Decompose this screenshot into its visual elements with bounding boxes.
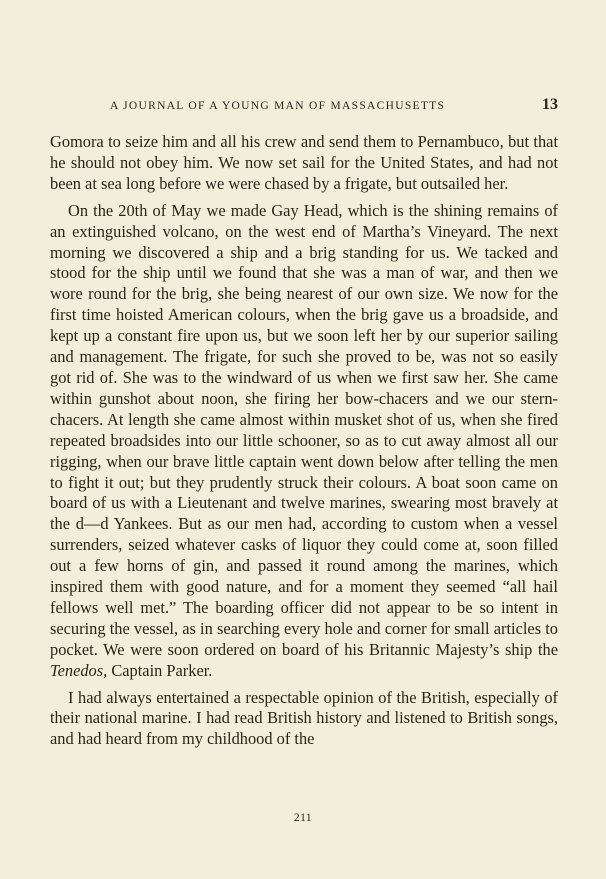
paragraph-text: On the 20th of May we made Gay Head, which is the shining remains of an extinguished volcano, on the west end of Martha’s Vineyard. The next morning we discovered a ship and a brig standing for us. We tacked and stood for the ship until we found that she was a man of war, and then we wore round for the brig, she being nearest of our own size. We now for the first time hoisted American colours, when the brig gave us a broadside, and kept up a constant fire upon us, but we soon left her by our superior sailing and management. The frigate, for such she proved to be, was not so easily got rid of. She was to the windward of us when we first saw her. She came within gunshot about noon, she firing her bow-chacers and we our stern-chacers. At length she came almost within musket shot of us, when she fired repeated broadsides into our little schooner, so as to cut away almost all our rigging, when our brave little captain went down below after telling the men to fight it out; but they prudently struck their colours. A boat soon came on board of us with a Lieutenant and twelve marines, swearing most bravely at the d—d Yankees. But as our men had, according to custom when a vessel surrenders, seized whatever casks of liquor they could come at, soon filled out a few horns of gin, and passed it round among the marines, which inspired them with good nature, and for a moment they seemed “all hail fellows well met.” The boarding officer did not appear to be so intent in securing the vessel, as in searching every hole and corner for small articles to pocket. We were soon ordered on board of his Britannic Majesty’s ship the [50,200,558,659]
body-text [50,132,558,750]
paragraph-text: Captain Parker. [107,660,213,680]
ship-name: Tenedos, [50,660,108,680]
page-header [110,96,558,118]
folio-number: 211 [293,812,313,824]
paragraph-text: Gomora to seize him and all his crew and send them to Pernambuco, but that he should not obey him. We now set sail for the United States, and had not been at sea long before we were chased by a frigate, but outsailed her. [50,132,558,193]
paragraph-continuation [50,132,558,195]
paragraph-british-opinion [50,688,558,751]
paragraph-gay-head [50,201,558,682]
page-number: 13 [542,96,558,113]
paragraph-text: I had always entertained a respectable opinion of the British, especially of their national marine. I had read British history and listened to British songs, and had heard from my childhood of the [50,687,558,749]
running-title: A JOURNAL OF A YOUNG MAN OF MASSACHUSETTS [110,100,446,112]
